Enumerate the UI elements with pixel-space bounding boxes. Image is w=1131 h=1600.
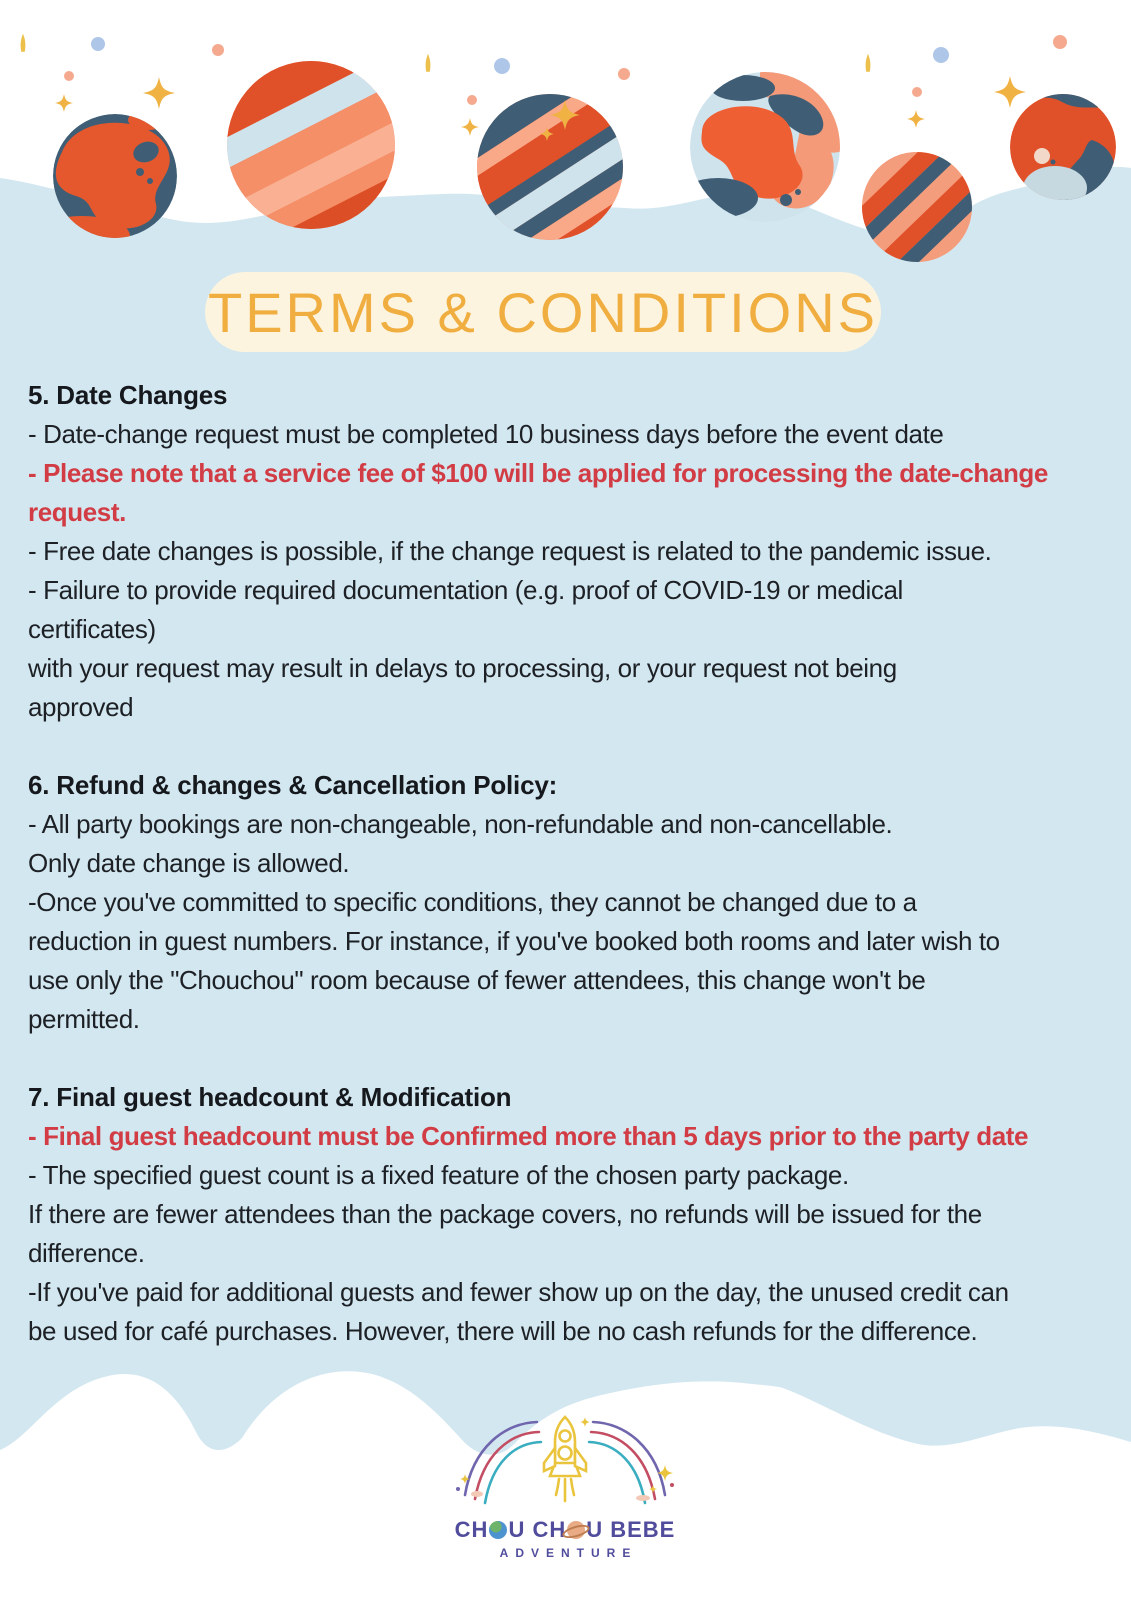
- dot-icon: [1053, 35, 1067, 49]
- dot-icon: [933, 47, 949, 63]
- dot-icon: [64, 71, 74, 81]
- terms-line: If there are fewer attendees than the package covers, no refunds will be issued for the: [28, 1199, 982, 1229]
- terms-line: Only date change is allowed.: [28, 848, 350, 878]
- rocket-icon: [544, 1417, 586, 1501]
- terms-line: permitted.: [28, 1004, 140, 1034]
- terms-line: use only the "Chouchou" room because of fewer attendees, this change won't be: [28, 965, 926, 995]
- terms-line: approved: [28, 692, 134, 722]
- terms-section: [28, 766, 1128, 1039]
- dot-icon: [212, 44, 224, 56]
- title-banner: [205, 272, 881, 352]
- section-heading: 6. Refund & changes & Cancellation Policy:: [28, 770, 558, 800]
- terms-line: be used for café purchases. However, there will be no cash refunds for the difference.: [28, 1316, 978, 1346]
- terms-line: - Free date changes is possible, if the change request is related to the pandemic issue.: [28, 536, 992, 566]
- four-point-star-icon: [580, 1417, 590, 1427]
- terms-section: [28, 376, 1128, 727]
- dot-icon: [467, 95, 477, 105]
- terms-content: [28, 376, 1128, 1351]
- four-point-star-icon: [649, 1485, 657, 1493]
- terms-line: request.: [28, 497, 126, 527]
- earth-planet-o-icon: [489, 1521, 507, 1539]
- dot-icon: [494, 58, 510, 74]
- saturn-planet-o-icon: [567, 1521, 585, 1539]
- terms-line: -If you've paid for additional guests and fewer show up on the day, the unused credit can: [28, 1277, 1009, 1307]
- brand-name-part: CH: [454, 1517, 489, 1542]
- brand-name: [405, 1517, 725, 1543]
- terms-line: with your request may result in delays to processing, or your request not being: [28, 653, 897, 683]
- brand-tagline: ADVENTURE: [499, 1546, 638, 1560]
- terms-section: [28, 1078, 1128, 1351]
- terms-line: - The specified guest count is a fixed feature of the chosen party package.: [28, 1160, 849, 1190]
- terms-line: - Date-change request must be completed 10 business days before the event date: [28, 419, 944, 449]
- dot-icon: [670, 1483, 674, 1487]
- brand-name-part: U BEBE: [586, 1517, 676, 1542]
- puff-icon: [636, 1495, 650, 1501]
- page-title: TERMS & CONDITIONS: [207, 280, 879, 344]
- brand-logo: [405, 1410, 725, 1560]
- terms-line: reduction in guest numbers. For instance, if you've booked both rooms and later wish to: [28, 926, 1000, 956]
- four-point-star-icon: [657, 1465, 673, 1481]
- brand-name-part: U CH: [508, 1517, 567, 1542]
- dot-icon: [91, 37, 105, 51]
- terms-line: difference.: [28, 1238, 145, 1268]
- terms-line: - Failure to provide required documentation (e.g. proof of COVID-19 or medical: [28, 575, 903, 605]
- dot-icon: [456, 1487, 460, 1491]
- dot-icon: [912, 87, 922, 97]
- terms-line: - Please note that a service fee of $100 will be applied for processing the date-change: [28, 458, 1048, 488]
- section-heading: 5. Date Changes: [28, 380, 228, 410]
- terms-line: - All party bookings are non-changeable, non-refundable and non-cancellable.: [28, 809, 893, 839]
- section-heading: 7. Final guest headcount & Modification: [28, 1082, 512, 1112]
- terms-line: certificates): [28, 614, 156, 644]
- rocket-rainbow-illustration: [405, 1410, 725, 1510]
- puff-icon: [471, 1491, 483, 1497]
- dot-icon: [618, 68, 630, 80]
- terms-line: - Final guest headcount must be Confirmed more than 5 days prior to the party date: [28, 1121, 1029, 1151]
- terms-line: -Once you've committed to specific conditions, they cannot be changed due to a: [28, 887, 917, 917]
